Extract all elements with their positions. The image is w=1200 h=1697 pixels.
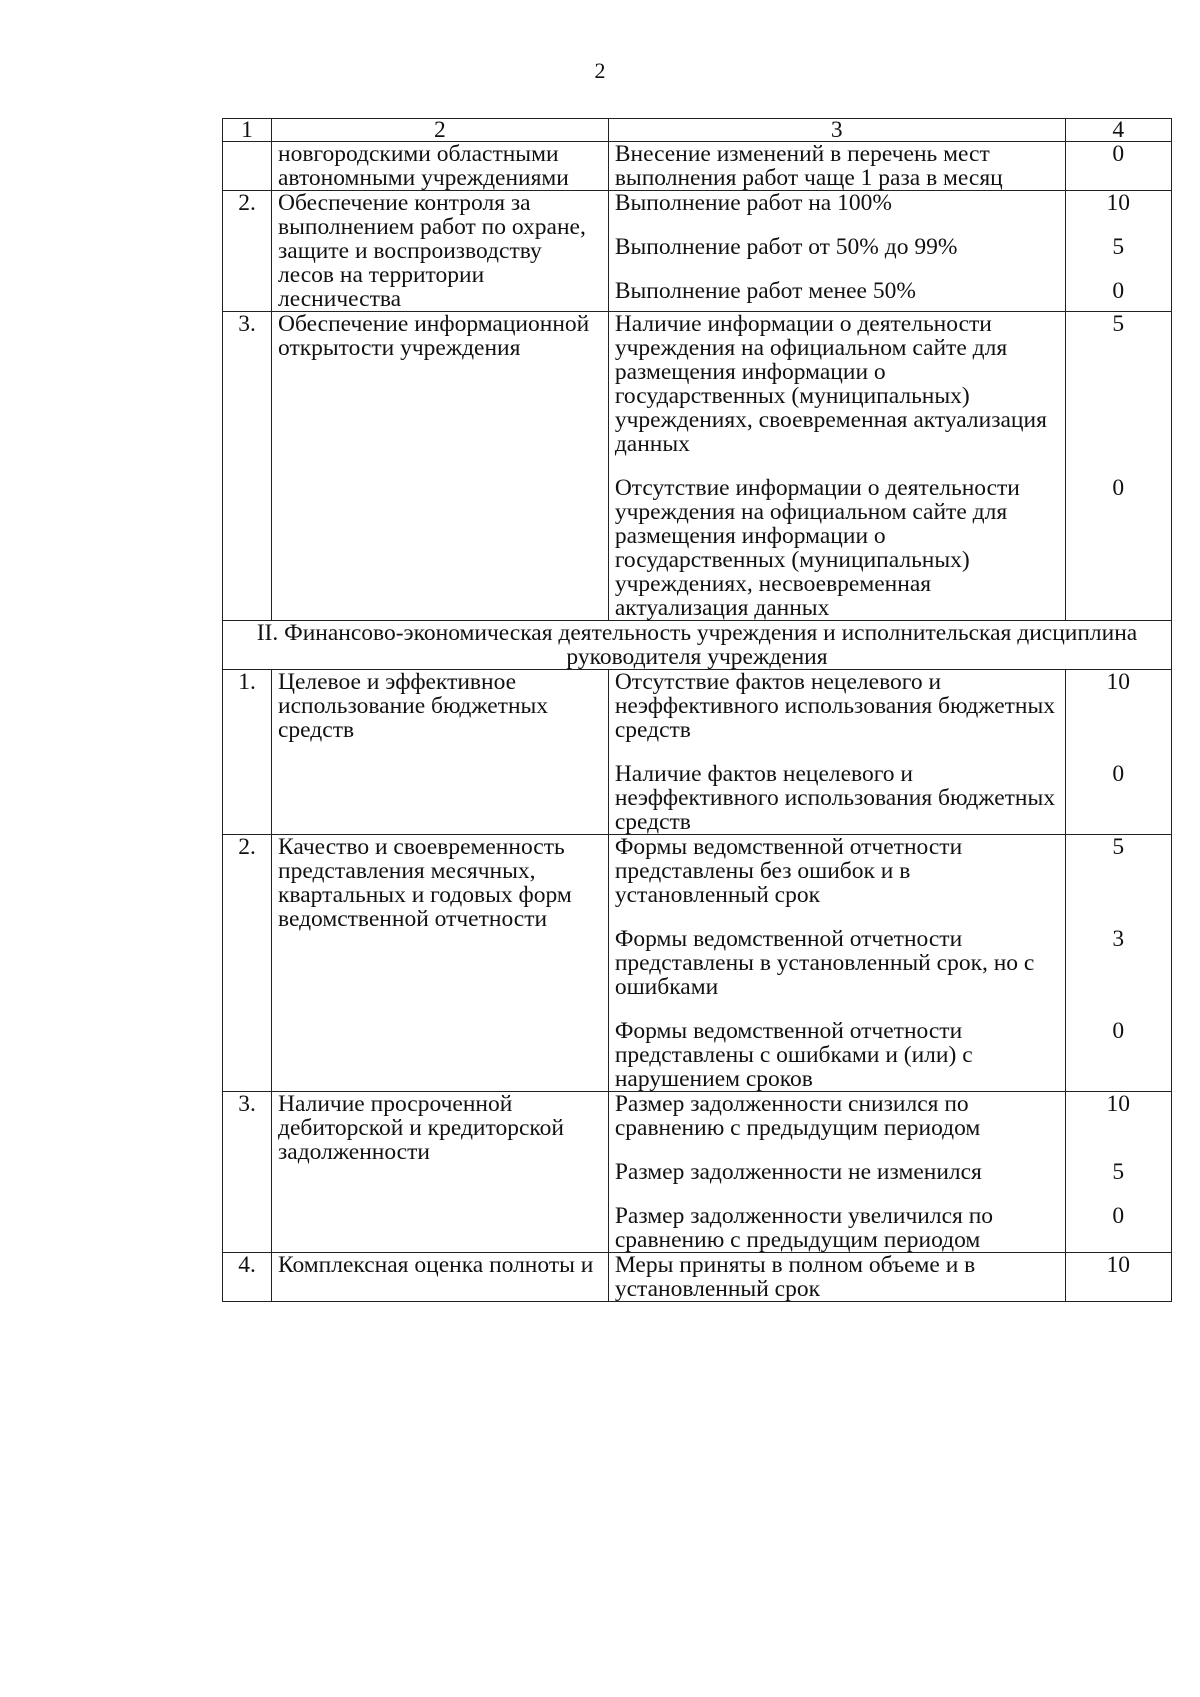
criterion-points: 0 — [1112, 1018, 1125, 1044]
table-row — [223, 142, 1172, 191]
criteria-cell — [608, 1092, 1065, 1253]
criterion-text: Размер задолженности снизился по сравнению с предыдущим периодом — [614, 1091, 981, 1141]
table-row — [223, 312, 1172, 621]
row-number: 1. — [223, 670, 272, 835]
indicator-cell: Целевое и эффективное использование бюджетных средств — [272, 670, 609, 835]
indicator-cell: Качество и своевременность представления месячных, квартальных и годовых форм ведомственной отчетности — [272, 835, 609, 1092]
criterion-points: 0 — [1112, 278, 1125, 304]
table-row — [223, 191, 1172, 312]
section-heading: II. Финансово-экономическая деятельность учреждения и исполнительская дисциплина руководителя учреждения — [223, 621, 1172, 670]
criterion-text: Формы ведомственной отчетности представлены без ошибок и в установленный срок — [614, 834, 963, 908]
criteria-cell — [608, 191, 1065, 312]
criterion-text: Выполнение работ от 50% до 99% — [614, 234, 958, 260]
criterion-text: Отсутствие фактов нецелевого и неэффективного использования бюджетных средств — [614, 669, 1056, 743]
criteria-cell — [608, 142, 1065, 191]
criterion-text: Внесение изменений в перечень мест выполнения работ чаще 1 раза в месяц — [614, 141, 1003, 191]
points-cell — [1065, 835, 1171, 1092]
points-cell — [1065, 1253, 1171, 1302]
criterion-points: 0 — [1112, 141, 1125, 167]
criterion-text: Наличие фактов нецелевого и неэффективного использования бюджетных средств — [614, 761, 1056, 835]
row-number: 3. — [223, 1092, 272, 1253]
row-number: 3. — [223, 312, 272, 621]
criterion-points: 3 — [1112, 926, 1125, 952]
criterion-points: 10 — [1106, 190, 1131, 216]
criteria-cell — [608, 1253, 1065, 1302]
table-row — [223, 670, 1172, 835]
points-cell — [1065, 312, 1171, 621]
column-header: 2 — [272, 119, 609, 142]
criterion-points: 0 — [1112, 475, 1125, 501]
table-row — [223, 835, 1172, 1092]
row-number: 2. — [223, 835, 272, 1092]
criterion-points: 10 — [1106, 1091, 1131, 1117]
criterion-points: 5 — [1112, 311, 1125, 337]
criterion-text: Формы ведомственной отчетности представлены с ошибками и (или) с нарушением сроков — [614, 1018, 973, 1092]
row-number: 2. — [223, 191, 272, 312]
criterion-points: 5 — [1112, 834, 1125, 860]
column-header: 3 — [608, 119, 1065, 142]
row-number — [223, 142, 272, 191]
criterion-text: Выполнение работ менее 50% — [614, 278, 916, 304]
table-row — [223, 1253, 1172, 1302]
criterion-text: Размер задолженности увеличился по сравнению с предыдущим периодом — [614, 1203, 994, 1253]
row-number: 4. — [223, 1253, 272, 1302]
criterion-text: Выполнение работ на 100% — [614, 190, 892, 216]
criterion-points: 10 — [1106, 1252, 1131, 1278]
table-row — [223, 1092, 1172, 1253]
criterion-text: Отсутствие информации о деятельности учреждения на официальном сайте для размещения информации о государственных (муниципальных) учреждениях, несвоевременная актуализация данных — [614, 475, 1020, 621]
indicator-cell: Наличие просроченной дебиторской и кредиторской задолженности — [272, 1092, 609, 1253]
indicator-cell: Обеспечение контроля за выполнением работ по охране, защите и воспроизводству лесов на территории лесничества — [272, 191, 609, 312]
criterion-points: 10 — [1106, 669, 1131, 695]
criterion-text: Формы ведомственной отчетности представлены в установленный срок, но с ошибками — [614, 926, 1035, 1000]
criterion-text: Размер задолженности не изменился — [614, 1159, 982, 1185]
column-header: 1 — [223, 119, 272, 142]
page-number: 2 — [594, 58, 606, 83]
criteria-cell — [608, 670, 1065, 835]
criterion-points: 0 — [1112, 761, 1125, 787]
table-header-row — [223, 119, 1172, 142]
criteria-cell — [608, 835, 1065, 1092]
criterion-points: 0 — [1112, 1203, 1125, 1229]
points-cell — [1065, 670, 1171, 835]
indicator-cell: Комплексная оценка полноты и — [272, 1253, 609, 1302]
criterion-points: 5 — [1112, 1159, 1125, 1185]
points-cell — [1065, 191, 1171, 312]
indicator-cell: Обеспечение информационной открытости учреждения — [272, 312, 609, 621]
points-cell — [1065, 1092, 1171, 1253]
criterion-text: Меры приняты в полном объеме и в установленный срок — [614, 1252, 976, 1302]
points-cell — [1065, 142, 1171, 191]
indicator-cell: новгородскими областными автономными учреждениями — [272, 142, 609, 191]
column-header: 4 — [1065, 119, 1171, 142]
criteria-table — [222, 118, 1172, 1302]
criterion-points: 5 — [1112, 234, 1125, 260]
criteria-cell — [608, 312, 1065, 621]
criterion-text: Наличие информации о деятельности учреждения на официальном сайте для размещения информации о государственных (муниципальных) учреждениях, своевременная актуализация данных — [614, 311, 1047, 457]
section-heading-row — [223, 621, 1172, 670]
